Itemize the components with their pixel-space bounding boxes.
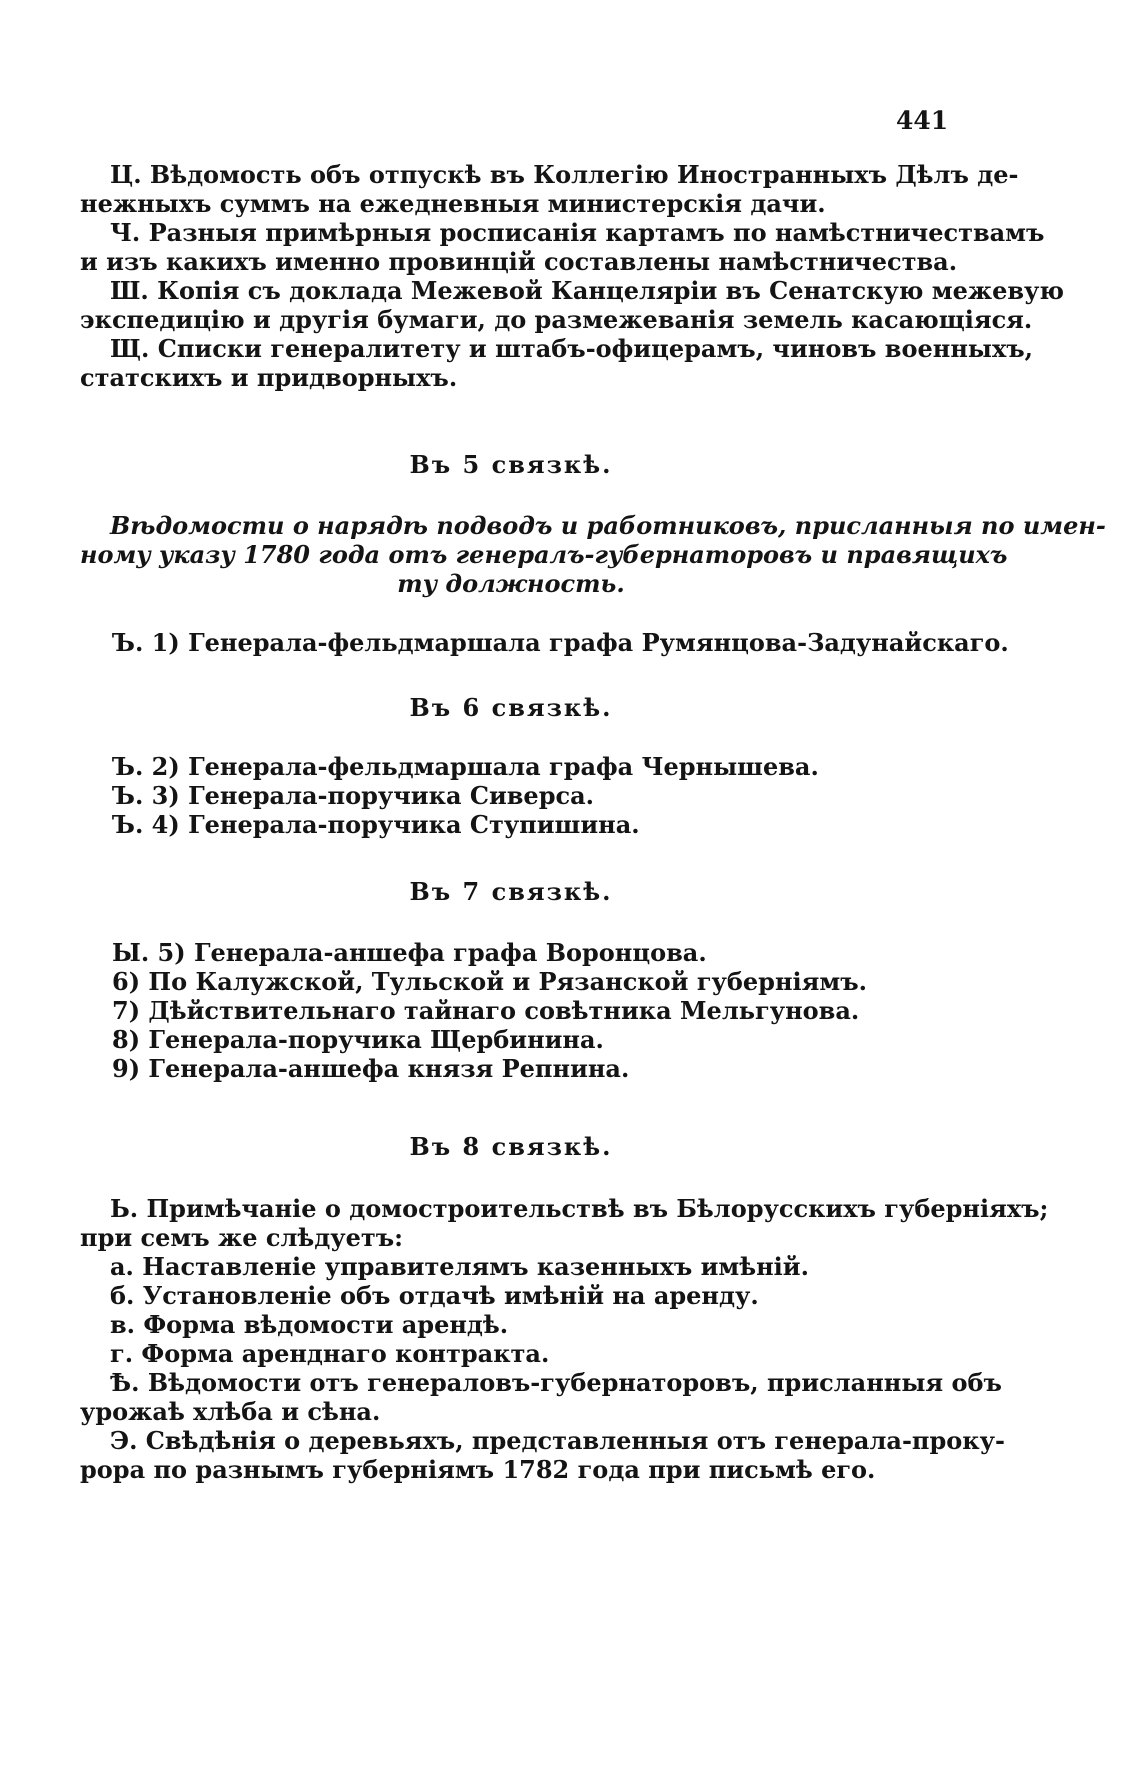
- intro-paragraphs: [80, 160, 1065, 392]
- text-line: при семъ же слѣдуетъ:: [80, 1223, 404, 1252]
- list-item: Ы. 5) Генерала-аншефа графа Воронцова.: [112, 938, 707, 967]
- list-item: Ъ. 1) Генерала-фельдмаршала графа Румянцова-Задунайскаго.: [112, 628, 1009, 657]
- text-line: Ь. Примѣчаніе о домостроительствѣ въ Бѣлорусскихъ губерніяхъ;: [110, 1194, 1049, 1223]
- list-item: 8) Генерала-поручика Щербинина.: [112, 1025, 604, 1054]
- text-line: нежныхъ суммъ на ежедневныя министерскія дачи.: [80, 189, 826, 218]
- section-6-heading: Въ 6 связкѣ.: [409, 693, 613, 722]
- text-line: статскихъ и придворныхъ.: [80, 363, 458, 392]
- text-line: Щ. Списки генералитету и штабъ-офицерамъ, чиновъ военныхъ,: [110, 334, 1034, 363]
- text-line: урожаѣ хлѣба и сѣна.: [80, 1397, 381, 1426]
- text-line: Ц. Вѣдомость объ отпускѣ въ Коллегію Иностранныхъ Дѣлъ де-: [110, 160, 1019, 189]
- section-8-heading: Въ 8 связкѣ.: [409, 1132, 613, 1161]
- text-line: Э. Свѣдѣнія о деревьяхъ, представленныя отъ генерала-проку-: [110, 1426, 1005, 1455]
- text-line: рора по разнымъ губерніямъ 1782 года при письмѣ его.: [80, 1455, 876, 1484]
- text-line: в. Форма вѣдомости арендѣ.: [110, 1310, 509, 1339]
- text-line: Ч. Разныя примѣрныя росписанія картамъ по намѣстничествамъ: [110, 218, 1045, 247]
- list-item: 6) По Калужской, Тульской и Рязанской губерніямъ.: [112, 967, 867, 996]
- text-line: и изъ какихъ именно провинцій составлены намѣстничества.: [80, 247, 958, 276]
- section-8-paragraphs: [80, 1194, 1049, 1484]
- list-item: Ъ. 4) Генерала-поручика Ступишина.: [112, 810, 640, 839]
- italic-line: ному указу 1780 года отъ генералъ-губернаторовъ и правящихъ: [80, 540, 1008, 569]
- text-line: Ш. Копія съ доклада Межевой Канцеляріи въ Сенатскую межевую: [110, 276, 1065, 305]
- list-item: Ъ. 3) Генерала-поручика Сиверса.: [112, 781, 594, 810]
- text-line: г. Форма аренднаго контракта.: [110, 1339, 550, 1368]
- section-6-list: [112, 752, 819, 839]
- section-7-list: [112, 938, 867, 1083]
- text-line: а. Наставленіе управителямъ казенныхъ имѣній.: [110, 1252, 809, 1281]
- text-line: б. Установленіе объ отдачѣ имѣній на аренду.: [110, 1281, 759, 1310]
- list-item: Ъ. 2) Генерала-фельдмаршала графа Чернышева.: [112, 752, 819, 781]
- list-item: 9) Генерала-аншефа князя Репнина.: [112, 1054, 630, 1083]
- section-7-heading: Въ 7 связкѣ.: [409, 877, 613, 906]
- italic-line: ту должность.: [397, 569, 625, 598]
- section-5-heading: Въ 5 связкѣ.: [409, 450, 613, 479]
- page-number: 441: [896, 106, 949, 135]
- italic-line: Вѣдомости о нарядѣ подводъ и работниковъ, присланныя по имен-: [110, 511, 1106, 540]
- list-item: 7) Дѣйствительнаго тайнаго совѣтника Мельгунова.: [112, 996, 860, 1025]
- text-line: Ѣ. Вѣдомости отъ генераловъ-губернаторовъ, присланныя объ: [110, 1368, 1002, 1397]
- section-5-description: [80, 511, 1106, 598]
- text-line: экспедицію и другія бумаги, до размежеванія земель касающіяся.: [80, 305, 1033, 334]
